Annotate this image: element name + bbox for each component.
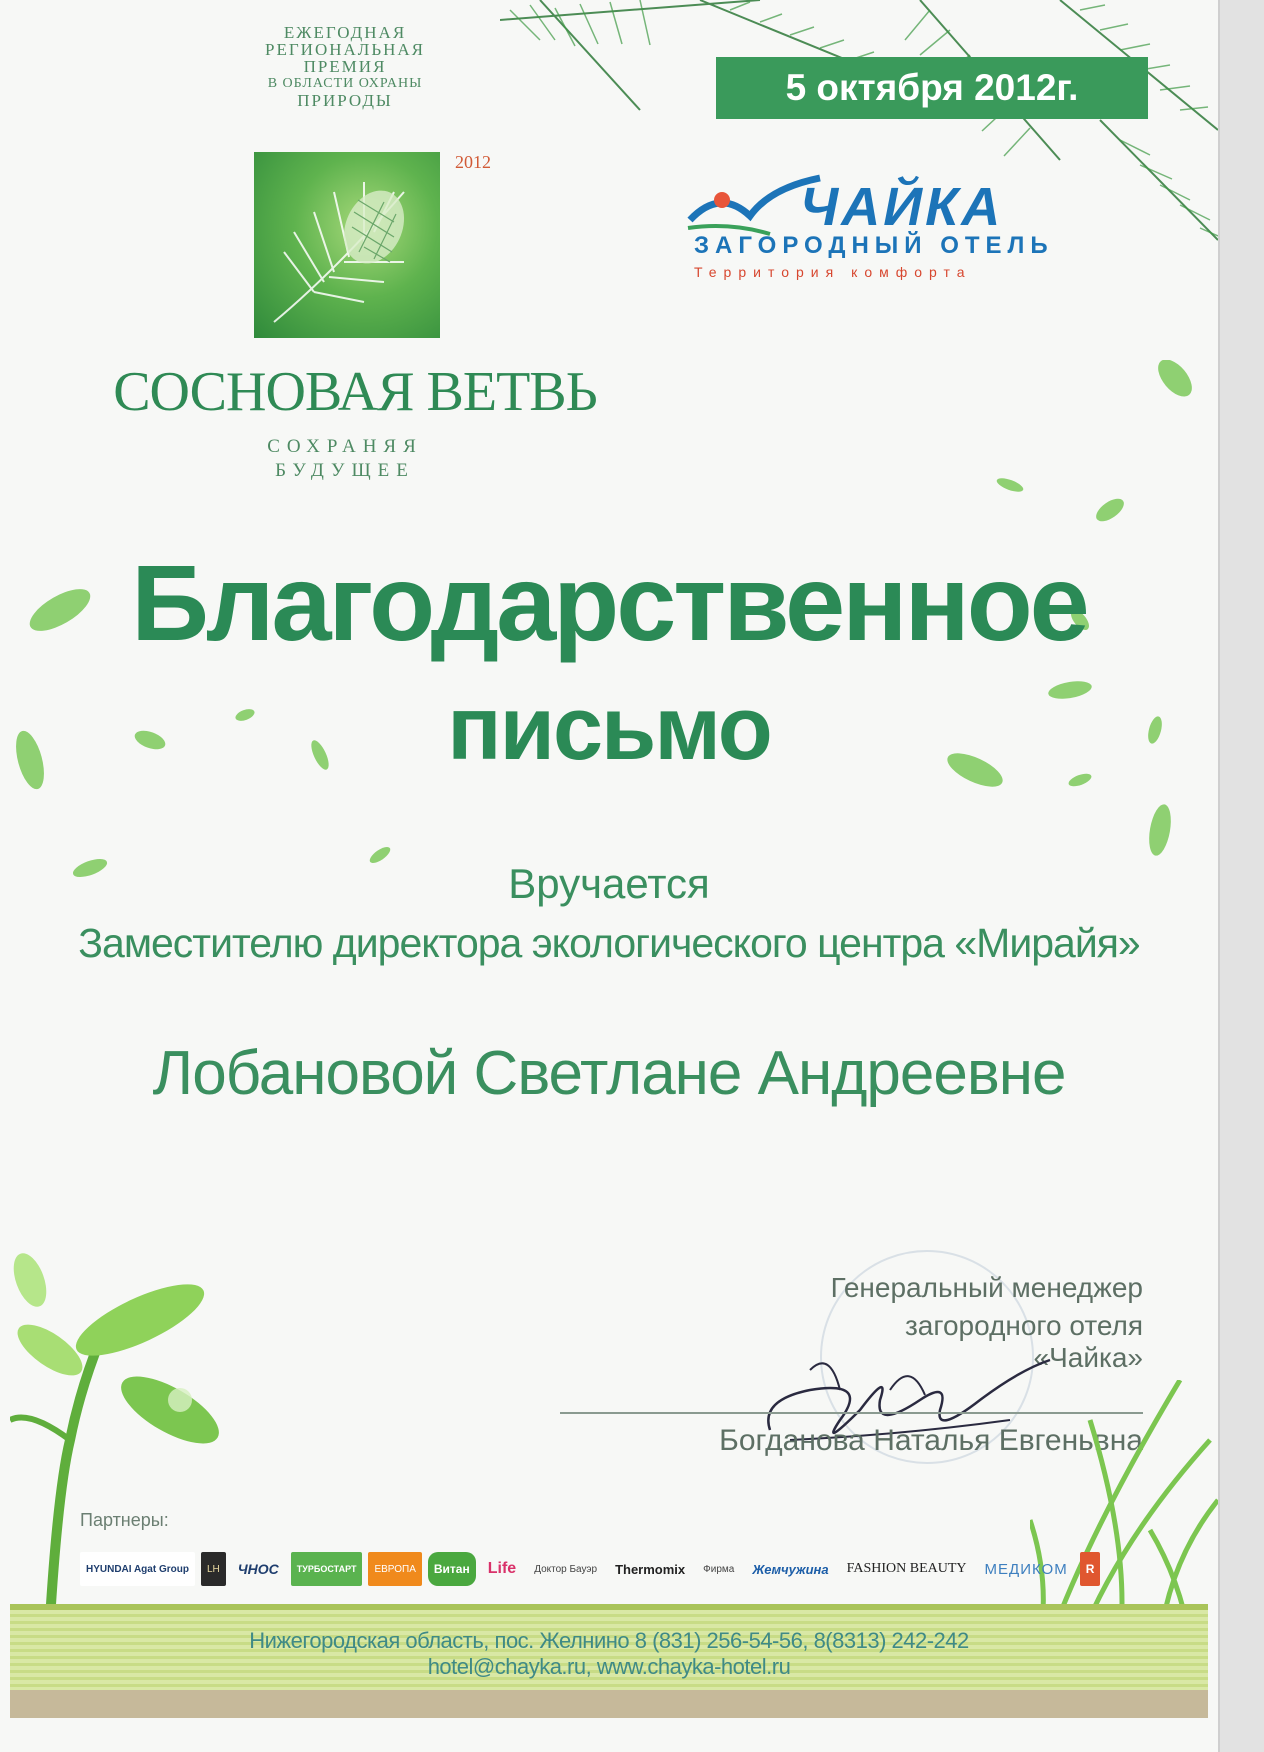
partner-logo-thermomix: Thermomix	[615, 1561, 686, 1577]
partner-logo-zhemchuzhina: Жемчужина	[752, 1561, 829, 1577]
partner-logo-fashion-beauty: FASHION BEAUTY	[846, 1561, 967, 1576]
award-header-line: РЕГИОНАЛЬНАЯ	[265, 40, 425, 59]
award-name: СОСНОВАЯ ВЕТВЬ	[113, 361, 597, 423]
partner-logo-chnos: ЧНОС	[237, 1561, 279, 1577]
award-year: 2012	[455, 152, 491, 172]
partner-logo-life: Life	[487, 1560, 517, 1577]
pine-cone-icon	[254, 152, 440, 338]
recipient-position: Заместителю директора экологического центра «Мирайя»	[78, 920, 1140, 966]
grass-illustration	[1030, 1380, 1218, 1640]
award-header-line: ЕЖЕГОДНАЯ	[283, 23, 407, 42]
scan-edge	[1218, 0, 1264, 1752]
ground-strip	[10, 1690, 1208, 1718]
document-title-line2: письмо	[447, 679, 771, 779]
partner-logo-europa: ЕВРОПА	[368, 1552, 421, 1586]
signatory-name: Богданова Наталья Евгеньвна	[719, 1424, 1143, 1457]
award-motto-line: БУДУЩЕЕ	[275, 460, 415, 481]
partner-logo-firm: Фирма	[703, 1563, 735, 1575]
recipient-name: Лобановой Светлане Андреевне	[152, 1039, 1066, 1108]
award-header	[240, 24, 450, 109]
award-motto-line: СОХРАНЯЯ	[267, 436, 423, 457]
partner-logo-r: R	[1080, 1552, 1101, 1586]
award-header-line: В ОБЛАСТИ ОХРАНЫ	[267, 76, 423, 91]
partners-label: Партнеры:	[80, 1510, 169, 1530]
partner-logo-lighthouse: LH	[201, 1552, 226, 1586]
document-title-line1: Благодарственное	[131, 542, 1087, 663]
partner-logo-medikom: МЕДИКОМ	[984, 1560, 1068, 1578]
partners-logos	[80, 1546, 1160, 1592]
footer-contacts: hotel@chayka.ru, www.chayka-hotel.ru	[427, 1654, 791, 1679]
date-banner: 5 октября 2012г.	[716, 57, 1148, 119]
signatory-role: Генеральный менеджер	[830, 1272, 1143, 1303]
pine-cone-logo	[254, 152, 440, 338]
footer-address: Нижегородская область, пос. Желнино 8 (831) 256-54-56, 8(8313) 242-242	[249, 1628, 969, 1653]
awarded-text: Вручается	[508, 860, 710, 907]
award-header-line: ПРИРОДЫ	[297, 91, 393, 110]
hotel-subtitle: ЗАГОРОДНЫЙ ОТЕЛЬ	[694, 232, 1054, 259]
partner-logo-doctor-bauer: Доктор Бауэр	[534, 1563, 598, 1575]
hotel-tagline: Территория комфорта	[694, 264, 972, 280]
partner-logo-turbostart: ТУРБОСТАРТ	[291, 1552, 363, 1586]
award-header-line: ПРЕМИЯ	[303, 57, 387, 76]
signatory-organization: загородного отеля «Чайка»	[904, 1310, 1143, 1373]
partner-logo-vitan: Витан	[428, 1552, 476, 1586]
partner-logo-hyundai: HYUNDAI Agat Group	[80, 1552, 195, 1586]
hotel-name: ЧАЙКА	[800, 177, 1004, 237]
